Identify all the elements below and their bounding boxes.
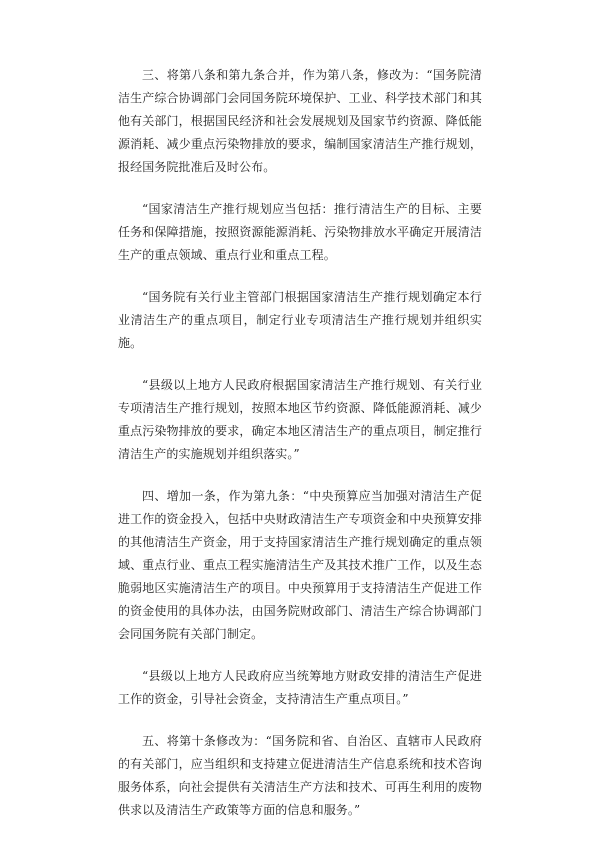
paragraph-industry-projects: “国务院有关行业主管部门根据国家清洁生产推行规划确定本行业清洁生产的重点项目，制定行业专项清洁生产推行规划并组织实施。	[118, 290, 482, 350]
document-body	[118, 64, 482, 841]
paragraph-plan-contents: “国家清洁生产推行规划应当包括：推行清洁生产的目标、主要任务和保障措施，按照资源能源消耗、污染物排放水平确定开展清洁生产的重点领域、重点行业和重点工程。	[118, 202, 482, 262]
paragraph-local-funding: “县级以上地方人民政府应当统筹地方财政安排的清洁生产促进工作的资金，引导社会资金，支持清洁生产重点项目。”	[118, 669, 482, 706]
paragraph-article-10-services: 五、将第十条修改为：“国务院和省、自治区、直辖市人民政府的有关部门，应当组织和支持建立促进清洁生产信息系统和技术咨询服务体系，向社会提供有关清洁生产方法和技术、可再生利用的废物供求以及清洁生产政策等方面的信息和服务。”	[118, 734, 482, 817]
paragraph-article-9-funding: 四、增加一条，作为第九条：“中央预算应当加强对清洁生产促进工作的资金投入，包括中央财政清洁生产专项资金和中央预算安排的其他清洁生产资金，用于支持国家清洁生产推行规划确定的重点领域、重点行业、重点工程实施清洁生产及其技术推广工作，以及生态脆弱地区实施清洁生产的项目。中央预算用于支持清洁生产促进工作的资金使用的具体办法，由国务院财政部门、清洁生产综合协调部门会同国务院有关部门制定。	[118, 489, 482, 641]
paragraph-local-government-plan: “县级以上地方人民政府根据国家清洁生产推行规划、有关行业专项清洁生产推行规划，按照本地区节约资源、降低能源消耗、减少重点污染物排放的要求，确定本地区清洁生产的重点项目，制定推行清洁生产的实施规划并组织落实。”	[118, 378, 482, 461]
paragraph-article-8-merge: 三、将第八条和第九条合并，作为第八条，修改为：“国务院清洁生产综合协调部门会同国务院环境保护、工业、科学技术部门和其他有关部门，根据国民经济和社会发展规划及国家节约资源、降低能源消耗、减少重点污染物排放的要求，编制国家清洁生产推行规划，报经国务院批准后及时公布。	[118, 68, 482, 174]
